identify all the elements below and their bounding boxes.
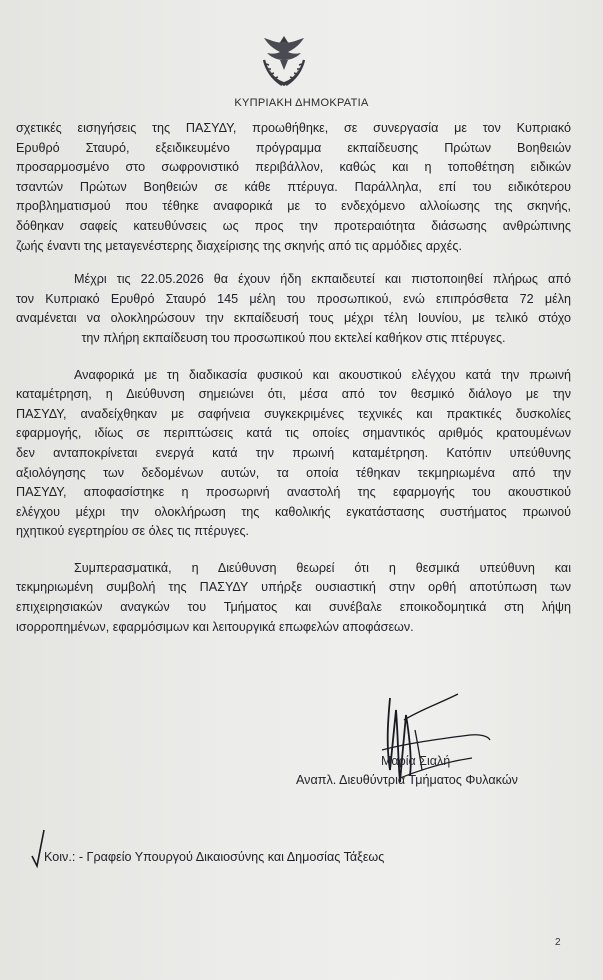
republic-title: ΚΥΠΡΙΑΚΗ ΔΗΜΟΚΡΑΤΙΑ <box>234 97 369 109</box>
text-line: εφαρμογής, ιδίως σε περιπτώσεις κατά τις οποίες σημαντικός αριθμός κρατουμένων <box>16 426 571 441</box>
text-line: ελέγχου μέχρι την ολοκλήρωση της καθολικής εγκατάστασης συστήματος πρωινού <box>16 504 571 519</box>
text-line: την πλήρη εκπαίδευση του προσωπικού που εκτελεί καθήκον στις πτέρυγες. <box>81 330 506 345</box>
text-line: σχετικές εισηγήσεις της ΠΑΣΥΔΥ, προωθήθηκε, σε συνεργασία με τον Κυπριακό <box>16 121 571 135</box>
text-line: προσαρμοσμένο στο σωφρονιστικό περιβάλλον, καθώς και η τοποθέτηση ειδικών <box>16 160 571 175</box>
cc-line: Κοιν.: - Γραφείο Υπουργού Δικαιοσύνης και Δημοσίας Τάξεως <box>44 850 385 864</box>
text-line: ζωής έναντι της μεταγενέστερης διαχείρισης της σκηνής από τις αρμόδιες αρχές. <box>16 238 462 253</box>
text-line: ηχητικού εγερτηρίου σε όλες τις πτέρυγες. <box>16 524 250 539</box>
signatory-name: Μαρία Σιαλή <box>381 754 451 768</box>
text-line: Συμπερασματικά, η Διεύθυνση θεωρεί ότι η θεσμικά υπεύθυνη και <box>74 560 571 575</box>
cyprus-coat-of-arms-icon <box>258 30 310 90</box>
text-line: προβληματισμού που τέθηκε αναφορικά με το ενδεχόμενο αλλοίωσης της σκηνής, <box>16 199 571 214</box>
text-line: αναμένεται να ολοκληρώσουν την εκπαίδευσή τους μέχρι τέλη Ιουνίου, με τελικό στόχο <box>16 311 571 326</box>
paragraph-first-aid <box>16 119 571 256</box>
text-line: αξιολόγησης των δεδομένων αυτών, τα οποία τέθηκαν τεκμηριωμένα από την <box>16 465 571 480</box>
text-line: ισορροπημένων, εφαρμόσιμων και λειτουργικά επωφελών αποφάσεων. <box>16 619 414 634</box>
signatory-title: Αναπλ. Διευθύντρια Τμήματος Φυλακών <box>296 773 518 787</box>
paragraph-training <box>16 270 571 348</box>
text-line: τον Κυπριακό Ερυθρό Σταυρό 145 μέλη του προσωπικού, ενώ επιπρόσθετα 72 μέλη <box>16 291 571 306</box>
text-line: τεκμηριωμένη συμβολή της ΠΑΣΥΔΥ υπήρξε ουσιαστική στην ορθή αποτύπωση των <box>16 580 571 595</box>
text-line: ΠΑΣΥΔΥ, αναδείχθηκαν με σαφήνεια συγκεκριμένες τεχνικές και πρακτικές δυσκολίες <box>16 406 571 421</box>
paragraph-conclusion <box>16 559 571 637</box>
text-line: τσαντών Πρώτων Βοηθειών σε κάθε πτέρυγα. Παράλληλα, επί του ειδικότερου <box>16 179 571 194</box>
letter-body <box>16 119 571 637</box>
page-number: 2 <box>555 937 561 948</box>
text-line: δόθηκαν σαφείς κατευθύνσεις ως προς την προτεραιότητα διάσωσης ανθρώπινης <box>16 218 571 233</box>
paragraph-roll-call <box>16 366 571 542</box>
text-line: Ερυθρό Σταυρό, εξειδικευμένο πρόγραμμα εκπαίδευσης Πρώτων Βοηθειών <box>16 140 571 155</box>
text-line: καταμέτρηση, η Διεύθυνση σημειώνει ότι, μέσα από τον θεσμικό διάλογο με την <box>16 387 571 402</box>
text-line: ΠΑΣΥΔΥ, αποφασίστηκε η προσωρινή αναστολή της εφαρμογής του ακουστικού <box>16 485 571 500</box>
text-line: Αναφορικά με τη διαδικασία φυσικού και ακουστικού ελέγχου κατά την πρωινή <box>74 367 571 382</box>
text-line: δεν ανταποκρίνεται ενεργά κατά την πρωινή καταμέτρηση. Κατόπιν υπεύθυνης <box>16 445 571 460</box>
text-line: Μέχρι τις 22.05.2026 θα έχουν ήδη εκπαιδευτεί και πιστοποιηθεί πλήρως από <box>74 272 571 287</box>
text-line: επιχειρησιακών αναγκών του Τμήματος και συνέβαλε εποικοδομητικά στη λήψη <box>16 600 571 615</box>
